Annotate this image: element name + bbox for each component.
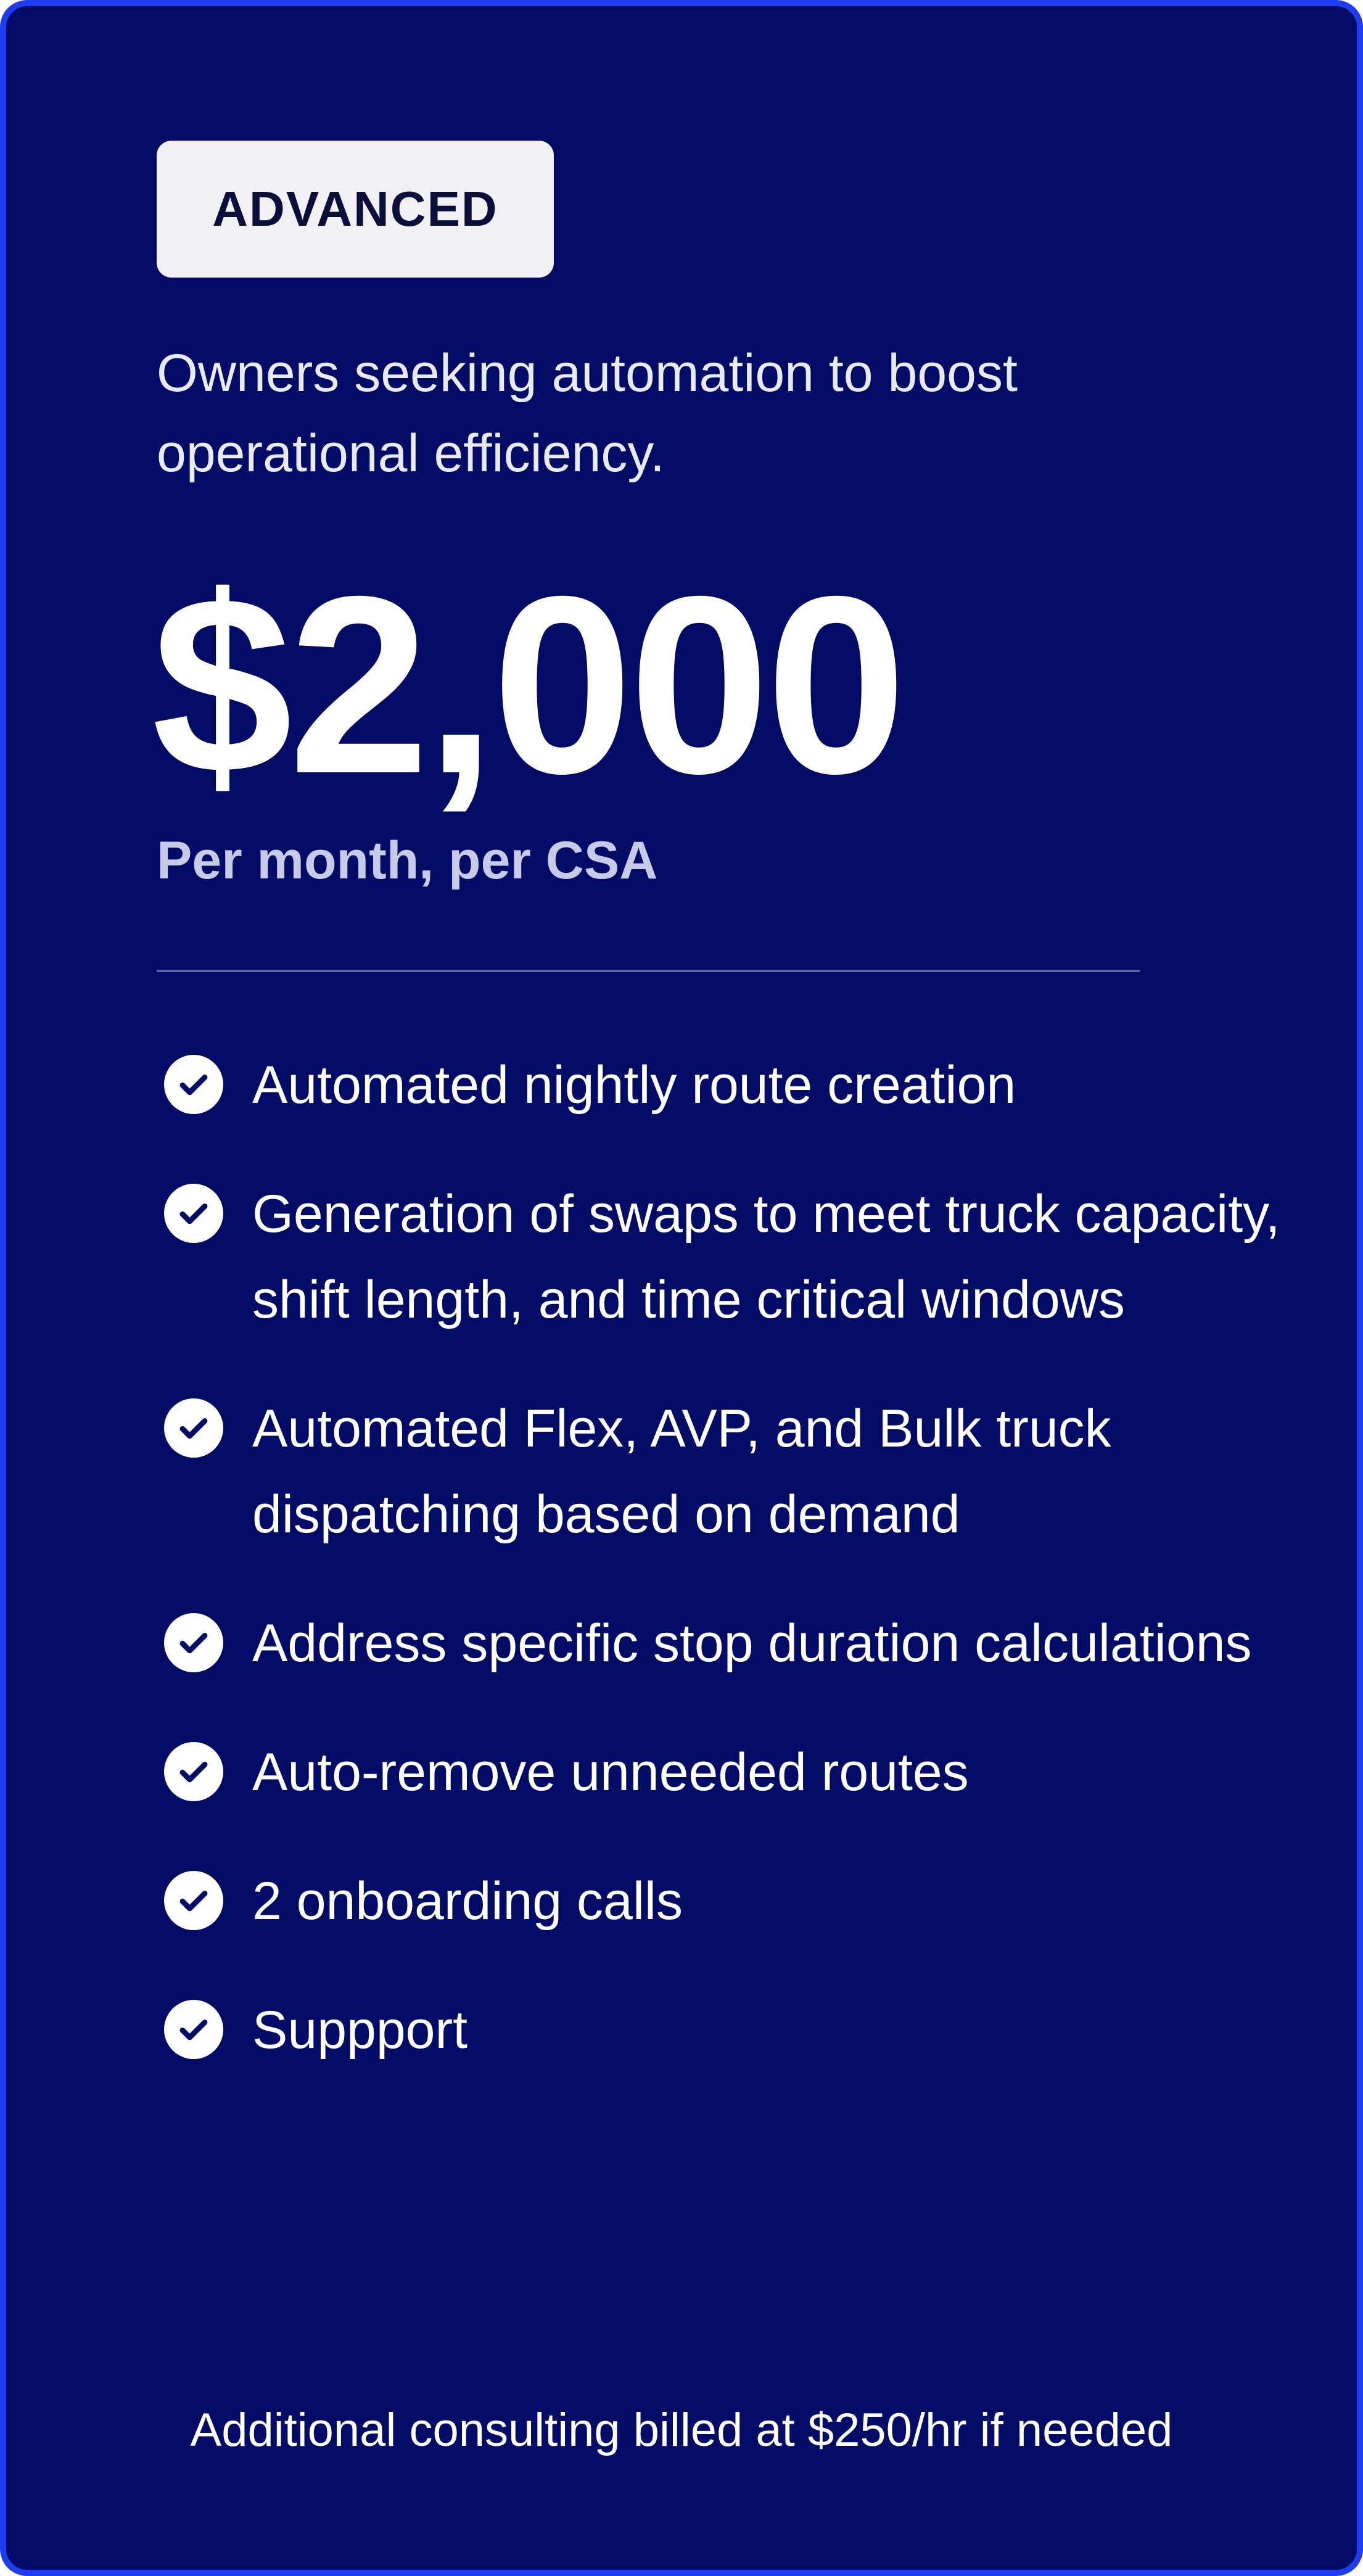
check-circle-icon	[164, 1871, 223, 1930]
feature-text: Generation of swaps to meet truck capacity, shift length, and time critical windows	[252, 1184, 1280, 1329]
check-circle-icon	[164, 1613, 223, 1672]
price-period: Per month, per CSA	[157, 831, 658, 890]
check-circle-icon	[164, 1398, 223, 1458]
divider	[157, 970, 1140, 972]
feature-item	[157, 1386, 1304, 1558]
check-circle-icon	[164, 1184, 223, 1243]
plan-price: $2,000	[152, 543, 904, 826]
check-circle-icon	[164, 1742, 223, 1801]
feature-text: Automated nightly route creation	[252, 1055, 1016, 1115]
feature-item	[157, 1601, 1304, 1686]
feature-text: Auto-remove unneeded routes	[252, 1743, 969, 1802]
feature-text: 2 onboarding calls	[252, 1872, 683, 1931]
check-circle-icon	[164, 1055, 223, 1114]
feature-item	[157, 1042, 1304, 1128]
feature-text: Suppport	[252, 2000, 468, 2060]
feature-item	[157, 1171, 1304, 1343]
feature-item	[157, 1859, 1304, 1944]
check-circle-icon	[164, 2000, 223, 2059]
feature-text: Address specific stop duration calculations	[252, 1614, 1252, 1673]
feature-list	[157, 1042, 1304, 2116]
consulting-footnote: Additional consulting billed at $250/hr if needed	[190, 2404, 1173, 2456]
feature-item	[157, 1730, 1304, 1815]
plan-badge: ADVANCED	[157, 141, 554, 278]
plan-description: Owners seeking automation to boost operational efficiency.	[157, 344, 1018, 483]
feature-text: Automated Flex, AVP, and Bulk truck dispatching based on demand	[252, 1399, 1111, 1544]
feature-item	[157, 1988, 1304, 2073]
